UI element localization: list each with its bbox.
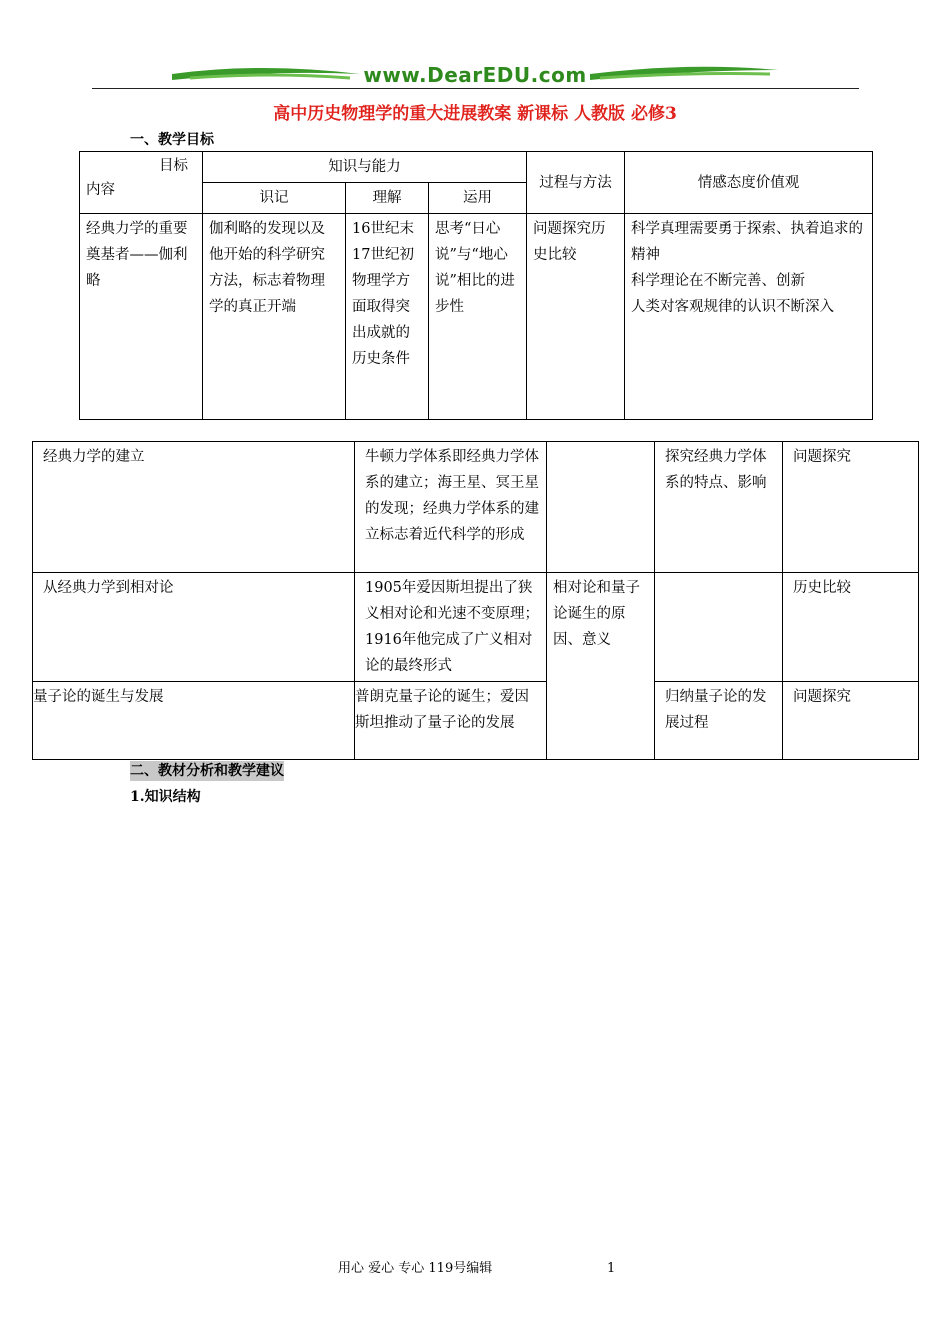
cell-process: 历史比较 bbox=[783, 573, 919, 682]
cell-apply: 思考“日心说”与“地心说”相比的进步性 bbox=[429, 214, 527, 420]
cell-recall: 普朗克量子论的诞生；爱因斯坦推动了量子论的发展 bbox=[355, 682, 547, 760]
table-row bbox=[33, 573, 919, 682]
cell-content: 经典力学的重要奠基者——伽利略 bbox=[80, 214, 203, 420]
emotion-line: 科学理论在不断完善、创新 bbox=[631, 273, 805, 289]
cell-recall: 牛顿力学体系即经典力学体系的建立；海王星、冥王星的发现；经典力学体系的建立标志着近代科学的形成 bbox=[355, 442, 547, 573]
header-corner-cell bbox=[80, 152, 203, 214]
cell-apply bbox=[655, 573, 783, 682]
logo-text: www.DearEDU.com bbox=[363, 63, 587, 87]
cell-content: 经典力学的建立 bbox=[33, 442, 355, 573]
table-row bbox=[33, 442, 919, 573]
header-process: 过程与方法 bbox=[527, 152, 625, 214]
page-number: 1 bbox=[607, 1261, 616, 1276]
header-apply: 运用 bbox=[429, 183, 527, 214]
cell-recall: 1905年爱因斯坦提出了狭义相对论和光速不变原理；1916年他完成了广义相对论的最终形式 bbox=[355, 573, 547, 682]
emotion-line: 人类对客观规律的认识不断深入 bbox=[631, 299, 834, 315]
header-knowledge: 知识与能力 bbox=[203, 152, 527, 183]
cell-understand: 相对论和量子论诞生的原因、意义 bbox=[547, 573, 655, 760]
header-recall: 识记 bbox=[203, 183, 346, 214]
section-heading-analysis: 二、教材分析和教学建议 bbox=[130, 763, 284, 779]
cell-recall: 伽利略的发现以及他开始的科学研究方法，标志着物理学的真正开端 bbox=[203, 214, 346, 420]
cell-understand bbox=[547, 442, 655, 573]
header-emotion: 情感态度价值观 bbox=[625, 152, 873, 214]
corner-label-target: 目标 bbox=[159, 158, 188, 174]
cell-apply: 探究经典力学体系的特点、影响 bbox=[655, 442, 783, 573]
objectives-table bbox=[79, 151, 873, 420]
cell-content: 量子论的诞生与发展 bbox=[33, 682, 355, 760]
section-heading-objectives: 一、教学目标 bbox=[130, 132, 214, 148]
cell-emotion bbox=[625, 214, 873, 420]
cell-process: 问题探究历史比较 bbox=[527, 214, 625, 420]
cell-process: 问题探究 bbox=[783, 682, 919, 760]
section-heading-structure: 1.知识结构 bbox=[130, 789, 201, 805]
cell-apply: 归纳量子论的发展过程 bbox=[655, 682, 783, 760]
site-logo bbox=[170, 58, 780, 92]
header-understand: 理解 bbox=[346, 183, 429, 214]
table-row bbox=[80, 214, 873, 420]
table-row bbox=[33, 682, 919, 760]
cell-content: 从经典力学到相对论 bbox=[33, 573, 355, 682]
footer-text: 用心 爱心 专心 119号编辑 bbox=[338, 1261, 493, 1276]
corner-label-content: 内容 bbox=[86, 182, 115, 198]
cell-process: 问题探究 bbox=[783, 442, 919, 573]
content-table bbox=[32, 441, 919, 760]
emotion-line: 科学真理需要勇于探索、执着追求的精神 bbox=[631, 221, 863, 263]
page-title: 高中历史物理学的重大进展教案 新课标 人教版 必修3 bbox=[273, 104, 677, 124]
cell-understand: 16世纪末17世纪初物理学方面取得突出成就的历史条件 bbox=[346, 214, 429, 420]
